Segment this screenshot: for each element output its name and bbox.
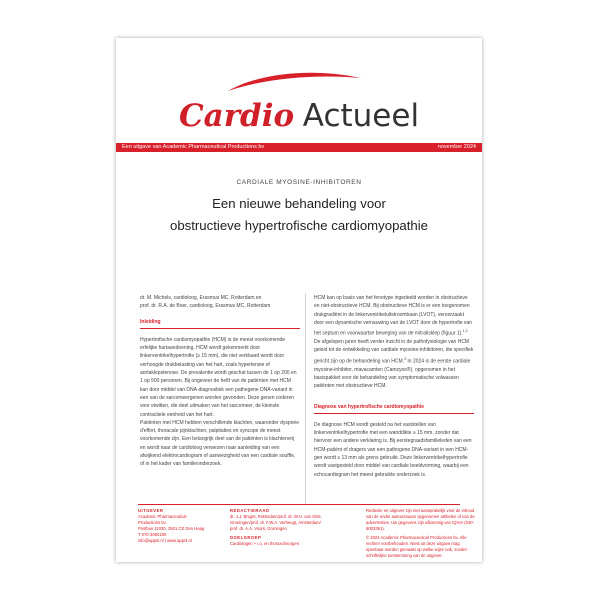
footer-label: REDACTIERAAD xyxy=(230,508,270,513)
footer-label: DOELGROEP xyxy=(230,535,262,540)
author-line: prof. dr. R.A. de Boer, cardioloog, Erasmus MC, Rotterdam xyxy=(140,303,271,310)
article-kicker: CARDIALE MYOSINE-INHIBITOREN xyxy=(236,179,362,186)
publisher-line: Een uitgave van Academic Pharmaceutical Productions bv xyxy=(122,144,265,150)
author-line: dr. M. Michels, cardioloog, Erasmus MC, Rotterdam en xyxy=(140,295,262,301)
logo-swoosh-decoration xyxy=(116,38,482,98)
legal-paragraph: © 2024 Academic Pharmaceutical Productions bv. Alle rechten voorbehouden. Niets uit deze uitgave mag openbaar worden gemaakt op welke wijze ook, zonder schriftelijke toestemming van de uitgever. xyxy=(366,535,468,558)
issue-date: november 2024 xyxy=(437,144,476,150)
section-heading-inleiding xyxy=(140,318,300,329)
section-heading-diagnose xyxy=(314,403,474,414)
reference-superscript: 1,2 xyxy=(462,329,468,334)
footer-legal xyxy=(366,508,476,559)
article-title xyxy=(116,193,482,237)
column-divider xyxy=(305,294,306,504)
right-column xyxy=(314,294,474,479)
body-text: HCM kan op basis van het fenotype ingedeeld worden in obstructieve en niet-obstructieve HCM. Bij obstructieve HCM is er een toegenomen drukgradiënt in de linkerventrikeluitstroombaan (LVOT), veroorzaakt door een dynamische vernauwing van de LVOT door de hypertrofie van het septum en voorwaartse beweging van de mitralisklep (figuur 1). xyxy=(314,295,472,337)
footer-editorial xyxy=(230,508,370,547)
newsletter-page xyxy=(116,38,482,562)
body-paragraph: Hypertrofische cardiomyopathie (HCM) is de meest voorkomende erfelijke hartaandoening. HCM wordt gekenmerkt door linkerventrikelhypertrofie (≥ 15 mm), die niet verklaard wordt door verhoogde drukbelasting van het hart, zoals hypertensie of aortaklepstenose. De prevalentie wordt geschat tussen de 1 op 200 en 1 op 500 personen. Bij ongeveer de helft van de patiënten met HCM kan door middel van DNA-diagnostiek een pathogene DNA-variant in een van de sarcomeergenen worden gevonden. Deze genen coderen voor eiwitten, die deel uitmaken van het sarcomeer, de kleinste contractiele eenheid van het hart. xyxy=(140,336,297,418)
masthead-logo xyxy=(116,99,482,133)
footer-line: Postbus 11030, 2501 CE Den Haag xyxy=(138,526,205,531)
footer-line: Cardiologen + i.o. en thoraxchirurgen xyxy=(230,541,300,546)
title-line-1: Een nieuwe behandeling voor xyxy=(212,196,386,211)
logo-word-cardio: Cardio xyxy=(178,98,295,134)
body-text: In 2024 is de eerste cardiale myosine-inhibitor, mavacamten (Camzyos®), opgenomen in het basispakket voor de behandeling van symptomatische volwassen patiënten met obstructieve HCM. xyxy=(314,358,471,390)
body-paragraph xyxy=(314,294,474,338)
footer-line: T 070-3060190 xyxy=(138,532,167,537)
section-heading-text: Inleiding xyxy=(140,318,161,325)
footer-rule xyxy=(138,504,460,505)
footer-line: Groningen/prof. dr. F.W.A. Verheugt, Amsterdam/ xyxy=(230,520,321,525)
publisher-band xyxy=(116,143,482,152)
footer-line: Academic Pharmaceutical xyxy=(138,514,187,519)
body-paragraph: Patiënten met HCM hebben verschillende klachten, waaronder dyspnée d'effort, thoracale pijnklachten, palpitaties en syncope de meest voorkomende zijn. Een belangrijk deel van de patiënten is klachtenvrij en wordt naar de cardioloog verwezen naar aanleiding van een afwijkend elektrocardiogram of aanwezigheid van een cardiale souffle, of in het kader van familieonderzoek. xyxy=(140,419,299,468)
footer-line: prof. dr. A.A. Voors, Groningen xyxy=(230,526,287,531)
reference-superscript: 3 xyxy=(404,356,407,361)
body-paragraph xyxy=(314,338,474,390)
legal-paragraph: Redactie en uitgever zijn niet aansprakelijk voor de inhoud van de onder auteursnaam opgenomen artikelen of van de advertenties. Uw gegevens zijn afkomstig van IQVIA (030-6003391). xyxy=(366,508,475,531)
body-paragraph: De diagnose HCM wordt gesteld na het vaststellen van linkerventrikelhypertrofie met een wanddikte ≥ 15 mm, zonder dat hiervoor een andere verklaring is. Bij eerstegraadsfamilieleden van een HCM-patiënt of dragers van een pathogene DNA-variant in een HCM-gen wordt ≥ 13 mm als grens gebruikt. Deze linkerventrikelhypertrofie wordt vastgesteld door middel van cardiale beeldvorming, waarbij een echocardiogram het meest gebruikte onderzoek is. xyxy=(314,421,472,478)
left-column xyxy=(140,294,300,469)
footer-line: dr. J.J. Brugts, Rotterdam/prof. dr. W.H. van Gilst, xyxy=(230,514,322,519)
logo-word-actueel: Actueel xyxy=(302,98,420,134)
footer-publisher xyxy=(138,508,238,544)
body-text: De afgelopen jaren heeft verder inzicht in de pathofysiologie van HCM geleid tot de ontwikkeling van cardiale myosine-inhibitoren, die specifiek gericht zijn op de behandeling van HCM. xyxy=(314,339,474,365)
footer-line: info@appnl.nl | www.appnl.nl xyxy=(138,538,192,543)
heading-underline xyxy=(314,413,474,414)
footer-line: Productions bv xyxy=(138,520,166,525)
heading-underline xyxy=(140,328,300,329)
title-line-2: obstructieve hypertrofische cardiomyopathie xyxy=(169,218,429,233)
section-heading-text: Diagnose van hypertrofische cardiomyopathie xyxy=(314,403,425,410)
footer-label: UITGEVER xyxy=(138,508,164,513)
